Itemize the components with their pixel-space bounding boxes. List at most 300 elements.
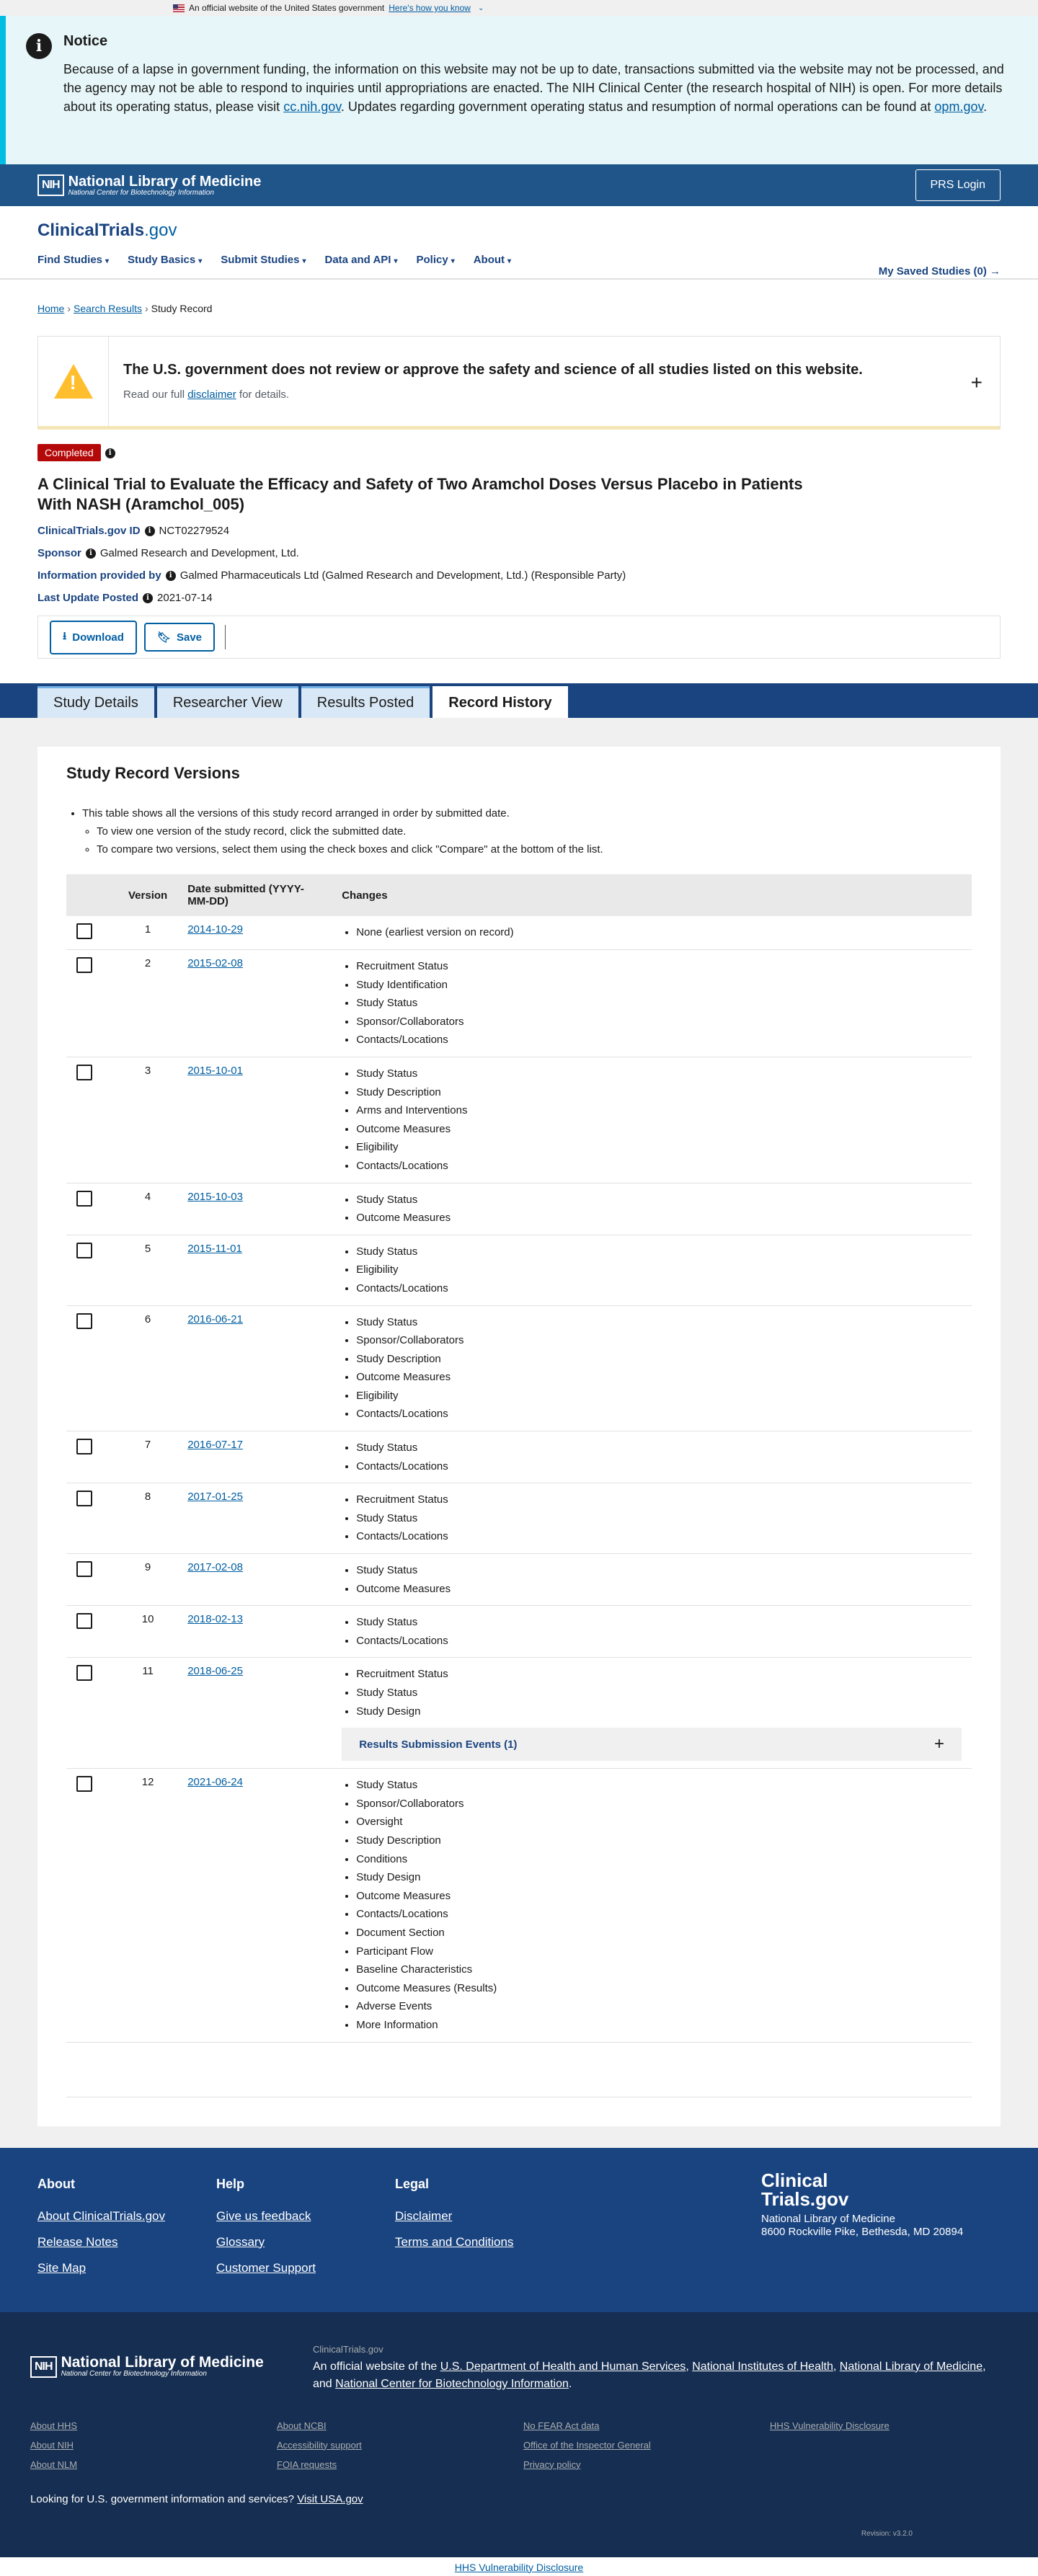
changes-cell	[332, 950, 972, 1057]
save-label: Save	[176, 631, 203, 644]
date-cell	[177, 1658, 332, 1769]
footer-address: 8600 Rockville Pike, Bethesda, MD 20894	[761, 2225, 964, 2238]
tab-bar	[0, 683, 1038, 718]
date-cell	[177, 1769, 332, 2042]
changes-cell	[332, 1483, 972, 1554]
footer-link[interactable]: Disclaimer	[395, 2208, 453, 2223]
nih-link[interactable]: National Institutes of Health	[692, 2360, 833, 2373]
change-item: • Eligibility	[356, 1387, 962, 1405]
change-item: • Study Status	[356, 1439, 962, 1457]
select-cell	[66, 1235, 118, 1305]
notice-text-part: . Updates regarding government operating status and resumption of normal operations can be found at	[340, 99, 935, 114]
tab-study-details[interactable]: Study Details	[37, 686, 154, 718]
warning-icon	[54, 364, 93, 399]
change-item: • Study Description	[356, 1831, 962, 1850]
footer-about	[37, 2177, 216, 2287]
version-date-link[interactable]: 2015-10-01	[187, 1064, 243, 1077]
version-date-link[interactable]: 2017-02-08	[187, 1561, 243, 1574]
history-heading: Study Record Versions	[66, 764, 240, 782]
change-item: • Sponsor/Collaborators	[356, 1331, 962, 1350]
changes-list	[342, 1065, 962, 1176]
notice-text	[63, 60, 1015, 116]
change-item: • Outcome Measures	[356, 1120, 962, 1139]
change-item: • Study Identification	[356, 976, 962, 995]
change-item: • Outcome Measures	[356, 1580, 962, 1599]
version-checkbox[interactable]	[76, 1065, 92, 1080]
col-date: Date submitted (YYYY-MM-DD)	[177, 874, 332, 916]
nlm-name: National Library of Medicine	[61, 2354, 264, 2371]
change-item: • Study Status	[356, 1613, 962, 1632]
change-item: • Document Section	[356, 1924, 962, 1942]
sponsor-value: Galmed Research and Development, Ltd.	[99, 547, 299, 559]
footer-link[interactable]: HHS Vulnerability Disclosure	[770, 2420, 890, 2431]
date-cell	[177, 916, 332, 950]
change-item: • Contacts/Locations	[356, 1157, 962, 1176]
info-provided-value: Galmed Pharmaceuticals Ltd (Galmed Research and Development, Ltd.) (Responsible Party)	[179, 569, 626, 582]
intro-text: This table shows all the versions of this study record arranged in order by submitted date.	[82, 807, 510, 820]
change-item: • Outcome Measures	[356, 1368, 962, 1387]
change-item: • Contacts/Locations	[356, 1279, 962, 1298]
version-date-link[interactable]: 2015-02-08	[187, 957, 243, 969]
date-cell	[177, 1235, 332, 1305]
changes-cell	[332, 1554, 972, 1606]
statement-text: and	[313, 2377, 336, 2390]
change-item: • Outcome Measures	[356, 1209, 962, 1227]
divider	[225, 625, 226, 649]
info-icon[interactable]: i	[105, 448, 115, 458]
alert-sub-part: Read our full	[123, 388, 188, 401]
footer-link[interactable]: Release Notes	[37, 2234, 118, 2249]
col-changes: Changes	[332, 874, 972, 916]
footer-link[interactable]: Site Map	[37, 2260, 86, 2275]
version-number: 3	[118, 1057, 177, 1183]
table-row	[66, 1606, 972, 1658]
date-cell	[177, 1554, 332, 1606]
changes-list	[342, 923, 962, 942]
tab-record-history[interactable]: Record History	[432, 686, 567, 718]
change-item: • Arms and Interventions	[356, 1101, 962, 1120]
version-number: 8	[118, 1483, 177, 1554]
grid-spacer	[770, 2440, 1016, 2451]
nav-label: Policy	[416, 254, 448, 266]
date-cell	[177, 1606, 332, 1658]
footer-links-grid	[30, 2420, 1008, 2470]
changes-list	[342, 1243, 962, 1298]
version-date-link[interactable]: 2015-11-01	[187, 1242, 242, 1255]
intro-item	[82, 804, 972, 858]
download-button[interactable]	[50, 621, 137, 654]
date-cell	[177, 950, 332, 1057]
version-checkbox[interactable]	[76, 1561, 92, 1577]
download-icon: ⭳	[63, 629, 67, 642]
nav-label: About	[473, 254, 505, 266]
change-item: • Recruitment Status	[356, 957, 962, 976]
version-date-link[interactable]: 2015-10-03	[187, 1190, 243, 1203]
select-cell	[66, 1554, 118, 1606]
footer-link[interactable]: Customer Support	[216, 2260, 316, 2275]
change-item: • Participant Flow	[356, 1942, 962, 1961]
nav-study-basics[interactable]	[128, 254, 202, 266]
id-label: ClinicalTrials.gov ID	[37, 525, 141, 537]
select-cell	[66, 1431, 118, 1483]
select-cell	[66, 1606, 118, 1658]
footer-site-name: ClinicalTrials.gov	[313, 2343, 383, 2355]
version-number: 7	[118, 1431, 177, 1483]
info-icon: i	[26, 33, 52, 59]
info-icon[interactable]: i	[166, 571, 176, 581]
notice-title: Notice	[63, 33, 108, 49]
select-cell	[66, 1183, 118, 1235]
change-item: • Study Status	[356, 1065, 962, 1083]
history-intro	[66, 804, 972, 858]
official-statement: ClinicalTrials.gov An official website of the U.S. Department of Health and Human Services, National Institutes of Health, National Library of Medicine, and National Center for Biotechnology Information.	[313, 2341, 990, 2393]
saved-studies-link[interactable]	[879, 265, 1001, 277]
change-item: • Contacts/Locations	[356, 1632, 962, 1651]
nav-label: Data and API	[324, 254, 391, 266]
footer-legal	[395, 2177, 574, 2287]
change-item: • Oversight	[356, 1813, 962, 1831]
table-row	[66, 1483, 972, 1554]
table-row	[66, 1235, 972, 1305]
chevron-down-icon: ▾	[105, 257, 110, 265]
main-content	[0, 718, 1038, 2148]
logo-suffix: .gov	[144, 221, 177, 240]
change-item: • Baseline Characteristics	[356, 1960, 962, 1979]
nav-label: Study Basics	[128, 254, 196, 266]
logo-main: ClinicalTrials	[37, 221, 145, 240]
nih-logo-box: NIH	[37, 174, 64, 196]
version-rows	[66, 916, 972, 2042]
change-item: • Recruitment Status	[356, 1491, 962, 1509]
changes-cell	[332, 1057, 972, 1183]
version-checkbox[interactable]	[76, 1613, 92, 1629]
chevron-down-icon: ⌄	[477, 4, 484, 12]
status-badge: Completed	[37, 444, 101, 461]
nav-data-api[interactable]	[325, 254, 398, 266]
version-date-link[interactable]: 2016-06-21	[187, 1313, 243, 1325]
alert-icon-wrap	[38, 337, 109, 426]
change-item: • Contacts/Locations	[356, 1527, 962, 1546]
change-item: • Contacts/Locations	[356, 1031, 962, 1049]
nlm-logo[interactable]	[37, 174, 261, 197]
changes-list	[342, 1491, 962, 1546]
change-item: • Outcome Measures (Results)	[356, 1979, 962, 1998]
version-checkbox[interactable]	[76, 1776, 92, 1792]
changes-list	[342, 957, 962, 1049]
results-submission-label: Results Submission Events (1)	[359, 1738, 518, 1751]
breadcrumb-search-results[interactable]: Search Results	[74, 303, 142, 314]
table-row	[66, 1554, 972, 1606]
nav-label: Find Studies	[37, 254, 102, 266]
versions-table	[66, 874, 972, 2043]
version-number: 11	[118, 1658, 177, 1769]
version-number: 9	[118, 1554, 177, 1606]
footer-link[interactable]: About ClinicalTrials.gov	[37, 2208, 165, 2223]
date-cell	[177, 1305, 332, 1431]
nav-about[interactable]	[474, 254, 511, 266]
us-flag-icon	[173, 4, 185, 12]
nih-logo-box: NIH	[30, 2356, 57, 2378]
changes-list	[342, 1613, 962, 1650]
bookmark-icon: 🔖︎	[156, 631, 171, 644]
study-meta	[37, 525, 1001, 604]
change-item: • Eligibility	[356, 1261, 962, 1279]
changes-cell	[332, 1606, 972, 1658]
footer-link[interactable]: FOIA requests	[277, 2459, 337, 2470]
select-cell	[66, 1769, 118, 2042]
table-row	[66, 1183, 972, 1235]
footer	[0, 2148, 1038, 2312]
revision-label: Revision: v3.2.0	[861, 2529, 913, 2538]
changes-list	[342, 1439, 962, 1475]
changes-cell	[332, 1658, 972, 1769]
change-item: • None (earliest version on record)	[356, 923, 962, 942]
opm-link[interactable]: opm.gov	[934, 99, 984, 114]
alert-sub-part: for details.	[236, 388, 290, 401]
footer-link[interactable]: About NIH	[30, 2439, 74, 2451]
nlm-name: National Library of Medicine	[68, 173, 262, 190]
footer-brand-line: Trials.gov	[761, 2188, 849, 2210]
last-update-value: 2021-07-14	[157, 592, 213, 604]
sponsor-label: Sponsor	[37, 547, 81, 559]
study-title: A Clinical Trial to Evaluate the Efficacy and Safety of Two Aramchol Doses Versus Placebo in Patients With NASH (Aramchol_005)	[37, 475, 803, 513]
change-item: • Sponsor/Collaborators	[356, 1795, 962, 1813]
change-item: • Recruitment Status	[356, 1665, 962, 1684]
ncbi-link[interactable]: National Center for Biotechnology Information	[335, 2377, 569, 2390]
changes-cell	[332, 916, 972, 950]
change-item: • More Information	[356, 2016, 962, 2035]
version-number: 4	[118, 1183, 177, 1235]
notice-text-part: Because of a lapse in government funding, the information on this website may not be up to date, transactions submitted via the website may not be processed, and the agency may not be able to respond to inquiries until appropriations are enacted. The NIH Clinical Center (the research hospital of NIH) is open. For more details about its operating status, please visit	[63, 62, 1004, 114]
main-nav	[37, 254, 1001, 266]
hhs-vulnerability-link[interactable]: HHS Vulnerability Disclosure	[454, 2561, 584, 2573]
action-bar	[37, 616, 1001, 659]
version-date-link[interactable]: 2018-02-13	[187, 1613, 243, 1626]
select-cell	[66, 950, 118, 1057]
disclaimer-link[interactable]: disclaimer	[187, 388, 236, 401]
chevron-down-icon: ▾	[198, 257, 203, 265]
change-item: • Outcome Measures	[356, 1887, 962, 1906]
expand-plus-icon: +	[933, 1734, 944, 1754]
intro-subitem: ◦ To view one version of the study record, click the submitted date.	[97, 822, 972, 840]
heres-how-you-know-link[interactable]: Here's how you know	[389, 3, 471, 13]
usa-text: Looking for U.S. government information and services?	[30, 2492, 298, 2505]
version-checkbox[interactable]	[76, 1243, 92, 1258]
footer-link[interactable]: Office of the Inspector General	[523, 2439, 651, 2451]
nav-policy[interactable]	[417, 254, 455, 266]
footer-link[interactable]: Give us feedback	[216, 2208, 311, 2223]
changes-list	[342, 1313, 962, 1424]
version-checkbox[interactable]	[76, 1491, 92, 1506]
info-icon[interactable]: i	[145, 526, 155, 536]
version-date-link[interactable]: 2021-06-24	[187, 1776, 243, 1789]
change-item: • Study Status	[356, 1684, 962, 1702]
results-submission-accordion[interactable]	[342, 1728, 962, 1761]
save-button[interactable]	[144, 623, 215, 652]
gov-banner	[0, 0, 1038, 16]
change-item: • Study Status	[356, 1191, 962, 1209]
arrow-right-icon: →	[990, 265, 1001, 277]
table-row	[66, 1431, 972, 1483]
version-date-link[interactable]: 2018-06-25	[187, 1665, 243, 1678]
version-checkbox[interactable]	[76, 923, 92, 939]
change-item: • Study Status	[356, 994, 962, 1013]
footer-heading: Legal	[395, 2176, 430, 2191]
hhs-link[interactable]: U.S. Department of Health and Human Services	[440, 2360, 686, 2373]
version-date-link[interactable]: 2016-07-17	[187, 1439, 243, 1452]
ncbi-subtitle: National Center for Biotechnology Information	[68, 188, 214, 197]
change-item: • Sponsor/Collaborators	[356, 1013, 962, 1031]
footer-link[interactable]: No FEAR Act data	[523, 2420, 600, 2431]
nav-submit-studies[interactable]	[221, 254, 306, 266]
ct-logo[interactable]	[37, 221, 1001, 241]
prs-login-button[interactable]: PRS Login	[915, 169, 1001, 201]
nlm-bar	[0, 164, 1038, 206]
version-checkbox[interactable]	[76, 1665, 92, 1681]
footer-link[interactable]: About NLM	[30, 2459, 78, 2470]
gov-banner-text: An official website of the United States government	[189, 3, 385, 13]
date-cell	[177, 1183, 332, 1235]
footer-heading: Help	[216, 2176, 245, 2191]
intro-subitem: ◦ To compare two versions, select them using the check boxes and click "Compare" at the bottom of the list.	[97, 840, 972, 858]
usa-gov-link[interactable]: Visit USA.gov	[297, 2492, 363, 2505]
version-checkbox[interactable]	[76, 1191, 92, 1207]
alert-subtext	[123, 388, 863, 401]
change-item: • Study Status	[356, 1561, 962, 1580]
change-item: • Study Status	[356, 1776, 962, 1795]
nlm-link[interactable]: National Library of Medicine	[839, 2360, 983, 2373]
changes-list	[342, 1191, 962, 1227]
info-icon[interactable]: i	[86, 548, 96, 559]
change-item: • Conditions	[356, 1850, 962, 1869]
expand-plus-icon[interactable]: +	[970, 371, 982, 394]
changes-cell	[332, 1235, 972, 1305]
version-date-link[interactable]: 2014-10-29	[187, 923, 243, 936]
date-cell	[177, 1431, 332, 1483]
footer-link[interactable]: Privacy policy	[523, 2459, 581, 2470]
changes-list	[342, 1561, 962, 1598]
select-cell	[66, 1658, 118, 1769]
last-update-label: Last Update Posted	[37, 592, 139, 604]
date-cell	[177, 1483, 332, 1554]
notice-text-part: .	[983, 99, 988, 114]
alert-title: The U.S. government does not review or approve the safety and science of all studies listed on this website.	[123, 362, 863, 378]
change-item: • Contacts/Locations	[356, 1457, 962, 1476]
version-number: 10	[118, 1606, 177, 1658]
table-row	[66, 1057, 972, 1183]
select-cell	[66, 1305, 118, 1431]
footer-link[interactable]: Glossary	[216, 2234, 265, 2249]
chevron-down-icon: ▾	[302, 257, 306, 265]
change-item: • Study Description	[356, 1350, 962, 1369]
version-number: 5	[118, 1235, 177, 1305]
version-checkbox[interactable]	[76, 1313, 92, 1329]
nav-find-studies[interactable]	[37, 254, 109, 266]
changes-cell	[332, 1769, 972, 2042]
chevron-down-icon: ▾	[507, 257, 512, 265]
footer-link[interactable]: Terms and Conditions	[395, 2234, 514, 2249]
footer-secondary	[0, 2312, 1038, 2557]
changes-cell	[332, 1305, 972, 1431]
date-cell	[177, 1057, 332, 1183]
change-item: • Study Status	[356, 1313, 962, 1332]
site-header	[0, 206, 1038, 280]
change-item: • Study Description	[356, 1083, 962, 1102]
breadcrumb-separator: ›	[67, 303, 71, 314]
changes-cell	[332, 1183, 972, 1235]
breadcrumb-separator: ›	[144, 303, 148, 314]
info-icon[interactable]: i	[143, 593, 153, 603]
change-item: • Adverse Events	[356, 1997, 962, 2016]
select-cell	[66, 1057, 118, 1183]
change-item: • Contacts/Locations	[356, 1405, 962, 1424]
nlm-footer-logo[interactable]	[30, 2341, 298, 2393]
shutdown-notice	[0, 16, 1038, 164]
changes-list	[342, 1776, 962, 2034]
bottom-bar	[0, 2557, 1038, 2576]
select-cell	[66, 916, 118, 950]
version-number: 1	[118, 916, 177, 950]
tab-researcher-view[interactable]: Researcher View	[157, 686, 298, 718]
cc-nih-link[interactable]: cc.nih.gov	[283, 99, 341, 114]
version-number: 12	[118, 1769, 177, 2042]
tab-results-posted[interactable]: Results Posted	[301, 686, 430, 718]
table-row	[66, 1305, 972, 1431]
table-row	[66, 1658, 972, 1769]
footer-link[interactable]: About NCBI	[277, 2420, 327, 2431]
changes-cell	[332, 1431, 972, 1483]
col-version: Version	[118, 874, 177, 916]
chevron-down-icon: ▾	[394, 257, 398, 265]
study-header	[0, 430, 1038, 604]
select-cell	[66, 1483, 118, 1554]
footer-link[interactable]: Accessibility support	[277, 2439, 362, 2451]
footer-link[interactable]: About HHS	[30, 2420, 78, 2431]
table-row	[66, 916, 972, 950]
nav-label: Submit Studies	[221, 254, 300, 266]
version-checkbox[interactable]	[76, 957, 92, 973]
footer-brand	[761, 2171, 977, 2239]
table-footer	[66, 2043, 972, 2097]
record-history-card	[37, 747, 1001, 2126]
table-row	[66, 950, 972, 1057]
download-label: Download	[72, 631, 124, 644]
table-row	[66, 1769, 972, 2042]
breadcrumb	[0, 280, 1038, 336]
changes-list	[342, 1665, 962, 1720]
breadcrumb-home[interactable]: Home	[37, 303, 65, 314]
statement-text: An official website of the	[313, 2360, 440, 2373]
change-item: • Study Design	[356, 1868, 962, 1887]
ncbi-subtitle: National Center for Biotechnology Information	[61, 2370, 207, 2378]
chevron-down-icon: ▾	[451, 257, 455, 265]
change-item: • Study Status	[356, 1243, 962, 1261]
col-select	[66, 874, 118, 916]
info-provided-label: Information provided by	[37, 569, 161, 582]
change-item: • Eligibility	[356, 1138, 962, 1157]
change-item: • Study Design	[356, 1702, 962, 1721]
breadcrumb-current: Study Record	[151, 303, 213, 314]
study-id: NCT02279524	[159, 525, 230, 537]
version-date-link[interactable]: 2017-01-25	[187, 1491, 243, 1504]
usa-gov-line	[30, 2493, 1008, 2505]
change-item: • Study Status	[356, 1509, 962, 1528]
version-number: 6	[118, 1305, 177, 1431]
version-checkbox[interactable]	[76, 1439, 92, 1454]
footer-address: National Library of Medicine	[761, 2212, 895, 2225]
change-item: • Contacts/Locations	[356, 1905, 962, 1924]
footer-heading: About	[37, 2176, 75, 2191]
